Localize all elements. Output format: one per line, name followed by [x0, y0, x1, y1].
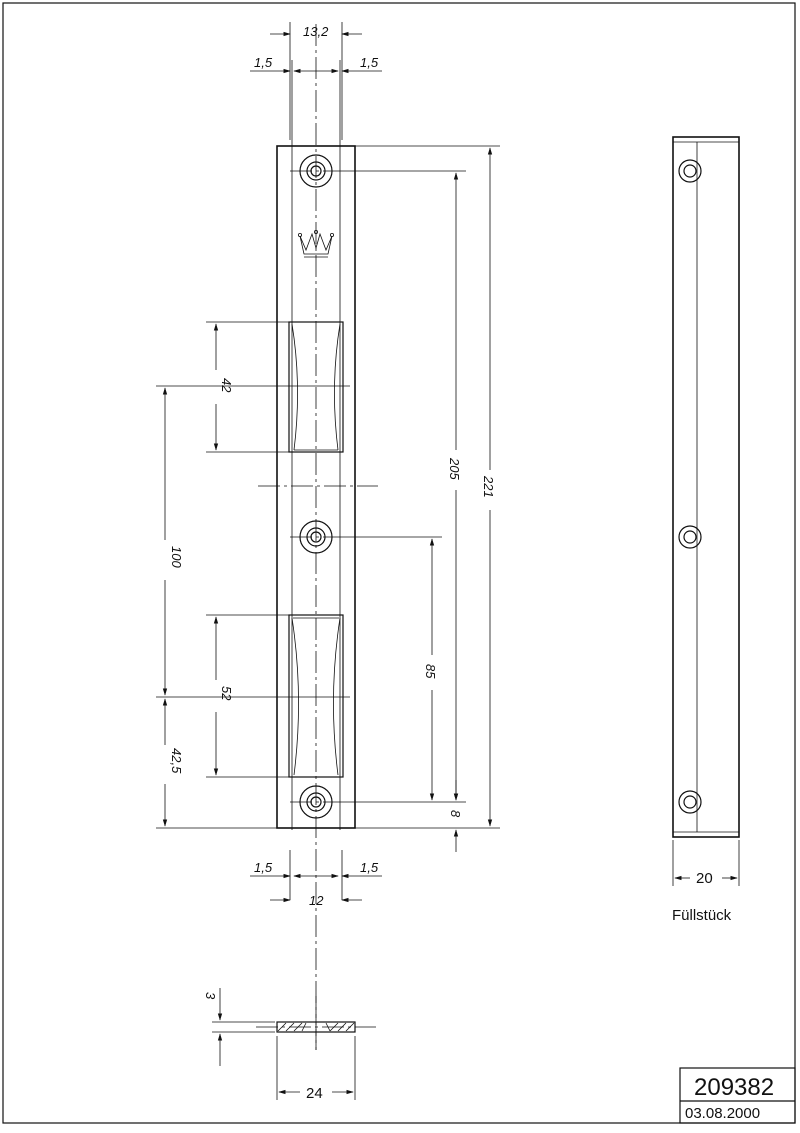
- dimension-bottom-width: [270, 893, 362, 908]
- dim-top-left-offset: 1,5: [254, 55, 273, 70]
- dim-total-length: 221: [481, 476, 496, 498]
- dim-hole-to-hole: 205: [447, 458, 462, 480]
- section-view: [256, 996, 376, 1050]
- dimension-middle-hole: [342, 537, 442, 800]
- dim-bottom-hole: 8: [448, 810, 463, 818]
- dim-hole-spacing-left: 100: [169, 546, 184, 568]
- part-number: 209382: [694, 1074, 775, 1101]
- dimension-bottom-offset-left: [156, 699, 277, 828]
- dim-lower-cutout: 52: [219, 686, 234, 701]
- dim-bottom-width: 12: [309, 893, 324, 908]
- filler-label: Füllstück: [672, 907, 732, 924]
- title-block: [680, 1068, 795, 1123]
- dim-top-right-offset: 1,5: [360, 55, 379, 70]
- dim-bottom-left-offset: 1,5: [254, 860, 273, 875]
- dim-middle-hole: 85: [423, 664, 438, 679]
- dimension-total-length: [355, 146, 500, 828]
- dim-upper-cutout: 42: [219, 378, 234, 393]
- dimension-filler-width: [673, 840, 739, 887]
- dim-section-width: 24: [306, 1085, 323, 1102]
- dim-bottom-offset-left: 42,5: [169, 748, 184, 774]
- dim-filler-width: 20: [696, 870, 713, 887]
- dim-bottom-right-offset: 1,5: [360, 860, 379, 875]
- dim-section-thickness: 3: [203, 992, 218, 1000]
- dimension-hole-spacing-left: [156, 386, 350, 697]
- drawing-date: 03.08.2000: [685, 1105, 761, 1122]
- dimension-bottom-hole: [448, 780, 463, 852]
- filler-piece: [673, 137, 739, 837]
- dimension-hole-to-hole: [342, 171, 466, 802]
- dim-top-width: 13,2: [303, 24, 329, 39]
